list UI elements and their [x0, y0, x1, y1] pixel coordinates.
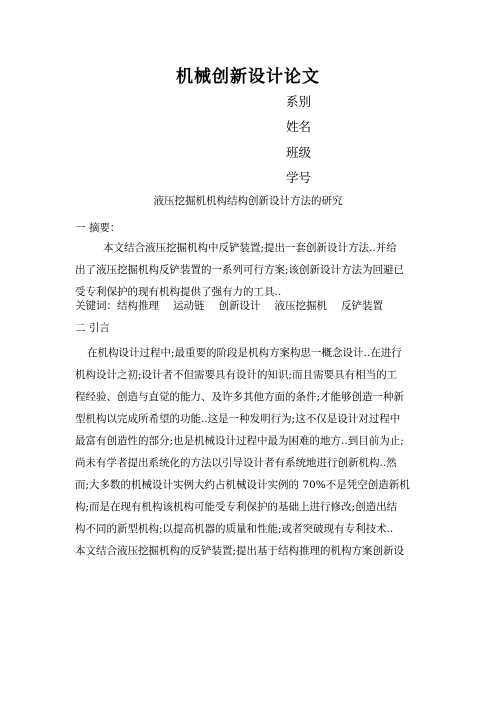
abstract-paragraph	[75, 237, 435, 303]
keyword: 液压挖掘机	[274, 300, 327, 312]
document-title: 机械创新设计论文	[176, 67, 320, 87]
keyword: 反铲装置	[341, 300, 383, 312]
intro-paragraph	[75, 342, 435, 562]
meta-class: 班级	[286, 145, 312, 160]
keywords-label: 关键词：	[75, 300, 117, 312]
intro-line: 型机构以完成所希望的功能..这是一种发明行为;这不仅是设计对过程中	[75, 413, 401, 425]
section-heading-abstract: 一 摘要：	[75, 222, 121, 234]
keyword: 结构推理	[117, 300, 159, 312]
intro-line: 构;而是在现有机构该机构可能受专利保护的基础上进行修改;创造出结	[75, 501, 398, 513]
meta-department: 系别	[286, 94, 312, 109]
meta-student-id: 学号	[286, 170, 312, 185]
abstract-line: 本文结合液压挖掘机构中反铲装置;提出一套创新设计方法..并给	[103, 242, 397, 254]
intro-line: 而;大多数的机械设计实例大约占机械设计实例的 70%不是凭空创造新机	[75, 479, 410, 491]
intro-line: 本文结合液压挖掘机构的反铲装置;提出基于结构推理的机构方案创新设	[75, 545, 405, 557]
paper-subtitle: 液压挖掘机机构结构创新设计方法的研究	[153, 195, 343, 207]
intro-line: 程经验、创造与直觉的能力、及许多其他方面的条件;才能够创造一种新	[75, 391, 405, 403]
keywords-line	[75, 298, 397, 314]
keyword: 运动链	[173, 300, 205, 312]
intro-line: 构不同的新型机构;以提高机器的质量和性能;或者突破现有专利技术..	[75, 523, 394, 535]
intro-line: 在机构设计过程中;最重要的阶段是机构方案构思一概念设计..在进行	[87, 347, 402, 359]
intro-line: 尚未有学者提出系统化的方法以引导设计者有系统地进行创新机构..然	[75, 457, 397, 469]
abstract-line: 出了液压挖掘机构反铲装置的一系列可行方案;该创新设计方法为回避已	[75, 264, 405, 276]
keyword: 创新设计	[218, 300, 261, 312]
section-heading-intro: 二 引言	[75, 322, 110, 334]
abstract-line: 受专利保护的现有机构提供了强有力的工具..	[75, 286, 282, 298]
intro-line: 机构设计之初;设计者不但需要具有设计的知识;而且需要具有相当的工	[75, 369, 398, 381]
intro-line: 最富有创造性的部分;也是机械设计过程中最为困难的地方..到目前为止;	[75, 435, 404, 447]
meta-name: 姓名	[286, 119, 312, 134]
